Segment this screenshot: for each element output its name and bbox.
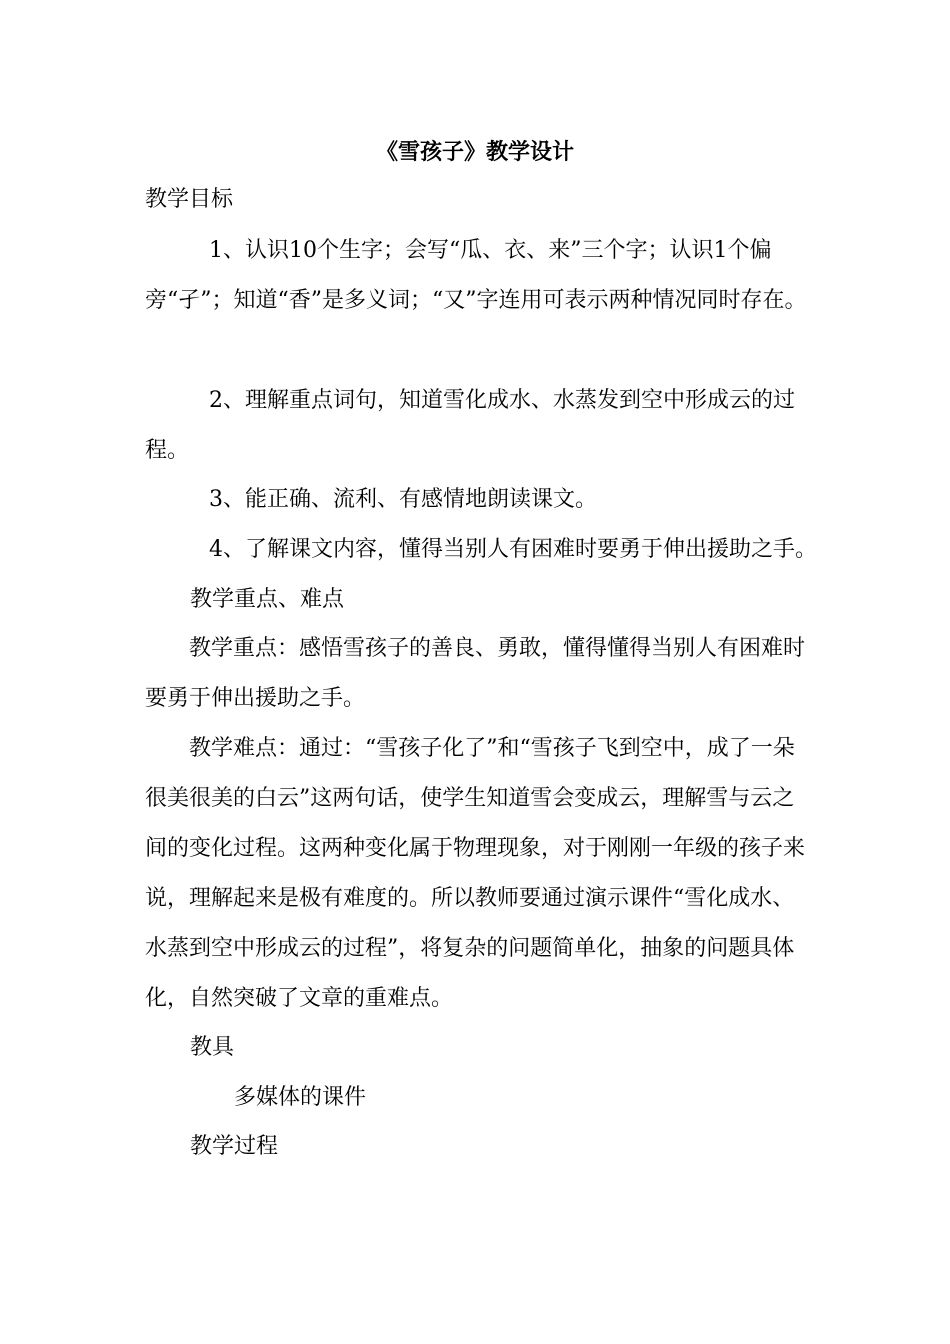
tools-item: 多媒体的课件 — [234, 1085, 367, 1110]
key-points-heading: 教学重点、难点 — [190, 587, 345, 612]
goal-2-paragraph: 2、理解重点词句，知道雪化成水、水蒸发到空中形成云的过程。 — [145, 388, 795, 463]
goal-4-paragraph: 4、了解课文内容，懂得当别人有困难时要勇于伸出援助之手。 — [209, 537, 817, 562]
goal-1-paragraph: 1、认识10个生字；会写“瓜、衣、来”三个字；认识1个偏旁“孑”；知道“香”是多义词；“又”字连用可表示两种情况同时存在。 — [145, 238, 807, 313]
goal-3-paragraph: 3、能正确、流利、有感情地朗读课文。 — [209, 487, 597, 512]
document-title: 《雪孩子》教学设计 — [375, 139, 574, 165]
goals-heading: 教学目标 — [145, 187, 234, 212]
process-heading: 教学过程 — [190, 1134, 279, 1159]
tools-heading: 教具 — [190, 1035, 235, 1060]
difficult-point-paragraph: 教学难点：通过：“雪孩子化了”和“雪孩子飞到空中，成了一朵很美很美的白云”这两句话，使学生知道雪会变成云，理解雪与云之间的变化过程。这两种变化属于物理现象，对于刚刚一年级的孩子来说，理解起来是极有难度的。所以教师要通过演示课件“雪化成水、水蒸到空中形成云的过程”，将复杂的问题简单化，抽象的问题具体化，自然突破了文章的重难点。 — [145, 736, 806, 1011]
key-point-paragraph: 教学重点：感悟雪孩子的善良、勇敢，懂得懂得当别人有困难时要勇于伸出援助之手。 — [145, 636, 806, 711]
